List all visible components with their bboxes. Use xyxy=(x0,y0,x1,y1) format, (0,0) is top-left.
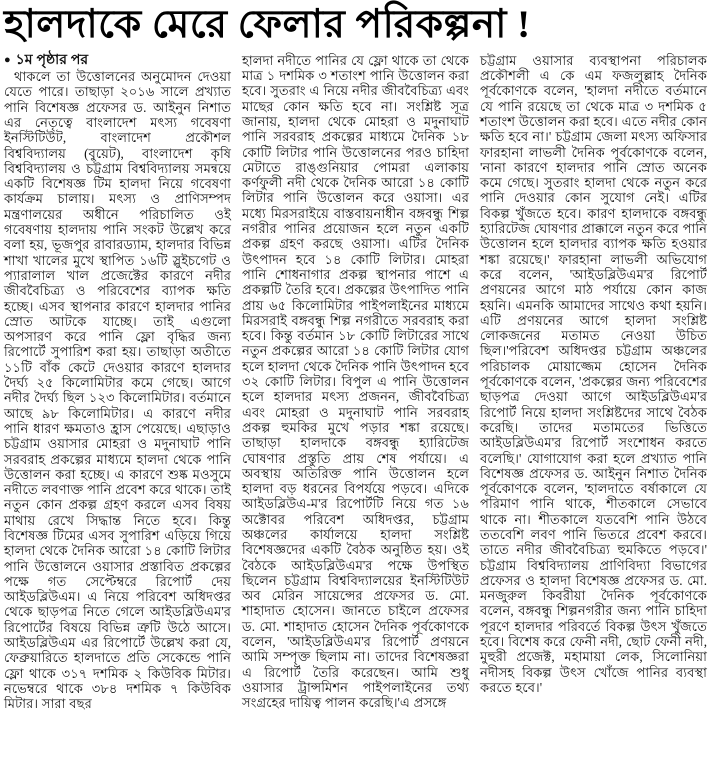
continuation-marker xyxy=(4,53,231,68)
article-column-1 xyxy=(4,53,231,712)
column-2-text: হালদা নদীতে পানির যে ফ্লো থাকে তা থেকে মাত্র ১ দশমিক ৩ শতাংশ পানি উত্তোলন করা হবে। সুতরাং এ নিয়ে নদীর জীববৈচিত্র্য এবং মাছের কোন ক্ষতি হবে না। সংশ্লিষ্ট সূত্র জানায়, হালদা থেকে মোহরা ও মদুনাঘাট পানি সরবরাহ প্রকল্পের মাধ্যমে দৈনিক ১৮ কোটি লিটার পানি উত্তোলনের পরও চাহিদা মেটাতে রাঙ্গুনিয়ার পোমরা এলাকায় কর্ণফুলী নদী থেকে দৈনিক আরো ১৪ কোটি লিটার পানি উত্তোলন করে ওয়াসা। এর মধ্যে মিরসরাইয়ে বাস্তবায়নাধীন বঙ্গবন্ধু শিল্প নগরীর পানির প্রয়োজন হলে নতুন একটি প্রকল্প গ্রহণ করছে ওয়াসা। এটির দৈনিক উৎপাদন হবে ১৪ কোটি লিটার। মোহরা পানি শোধনাগার প্রকল্প স্থাপনার পাশে এ প্রকল্পটি তৈরি হবে। প্রকল্পের উৎপাদিত পানি প্রায় ৬৫ কিলোমিটার পাইপলাইনের মাধ্যমে মিরসরাই বঙ্গবন্ধু শিল্প নগরীতে সরবরাহ করা হবে। কিন্তু বর্তমান ১৮ কোটি লিটারের সাথে নতুন প্রকল্পের আরো ১৪ কোটি লিটার যোগ হলে হালদা থেকে দৈনিক পানি উৎপাদন হবে ৩২ কোটি লিটার। বিপুল এ পানি উত্তোলন হলে হালদার মৎস্য প্রজনন, জীববৈচিত্র্য এবং মোহরা ও মদুনাঘাট পানি সরবরাহ প্রকল্প হুমকির মুখে পড়ার শঙ্কা রয়েছে। তাছাড়া হালদাকে বঙ্গবন্ধু হ্যারিটেজ ঘোষণার প্রস্তুতি প্রায় শেষ পর্যায়ে। এ অবস্থায় অতিরিক্ত পানি উত্তোলন হলে হালদা বড় ধরনের বিপর্যয়ে পড়বে। এদিকে আইডব্লিউএ-ম'র রিপোর্টটি নিয়ে গত ১৬ অক্টোবর পরিবেশ অধিদপ্তর, চট্টগ্রাম অঞ্চলের কার্যালয়ে হালদা সংশ্লিষ্ট বিশেষজ্ঞদের একটি বৈঠক অনুষ্ঠিত হয়। ওই বৈঠকে আইডব্লিউএম'র পক্ষে উপস্থিত ছিলেন চট্টগ্রাম বিশ্ববিদ্যালয়ের ইনস্টিটিউট অব মেরিন সায়েন্সের প্রফেসর ড. মো. শাহাদাত হোসেন। জানতে চাইলে প্রফেসর ড. মো. শাহাদাত হোসেন দৈনিক পূর্বকোণকে বলেন, 'আইডব্লিউএম'র রিপোর্ট প্রণয়নে আমি সম্পৃক্ত ছিলাম না। তাদের বিশেষজ্ঞরা এ রিপোর্ট তৈরি করেছেন। আমি শুধু ওয়াসার ট্রান্সমিশন পাইপলাইনের তথ্য সংগ্রহের দায়িত্ব পালন করেছি।'এ প্রসঙ্গে xyxy=(242,52,469,711)
article-column-3 xyxy=(480,53,707,695)
continuation-label: ১ম পৃষ্ঠার পর xyxy=(15,52,89,68)
article-headline: হালদাকে মেরে ফেলার পরিকল্পনা ! xyxy=(4,3,531,46)
column-3-text: চট্টগ্রাম ওয়াসার ব্যবস্থাপনা পরিচালক প্রকৌশলী এ কে এম ফজলুল্লাহ দৈনিক পূর্বকোণকে বলেন, 'হালদা নদীতে বর্তমানে যে পানি রয়েছে তা থেকে মাত্র ৩ দশমিক ৫ শতাংশ উত্তোলন করা হবে। এতে নদীর কোন ক্ষতি হবে না।' চট্টগ্রাম জেলা মৎস্য অফিসার ফারহানা লাভলী দৈনিক পূর্বকোণকে বলেন, 'নানা কারণে হালদার পানি স্রোত অনেক কমে গেছে। সুতরাং হালদা থেকে নতুন করে পানি দেওয়ার কোন সুযোগ নেই। এটির বিকল্প খুঁজতে হবে। কারণ হালদাকে বঙ্গবন্ধু হ্যারিটেজ ঘোষণার প্রাক্কালে নতুন করে পানি উত্তোলন হলে হালদার ব্যাপক ক্ষতি হওয়ার শঙ্কা রয়েছে।' ফারহানা লাভলী অভিযোগ করে বলেন, 'আইডব্লিউএম'র রিপোর্ট প্রণয়নের আগে মাঠ পর্যায়ে কোন কাজ হয়নি। এমনকি আমাদের সাথেও কথা হয়নি। এটি প্রণয়নের আগে হালদা সংশ্লিষ্ট লোকজনের মতামত নেওয়া উচিত ছিল।'পরিবেশ অধিদপ্তর চট্টগ্রাম অঞ্চলের পরিচালক মোয়াজ্জেম হোসেন দৈনিক পূর্বকোণকে বলেন, 'প্রকল্পের জন্য পরিবেশের ছাড়পত্র দেওয়া আগে আইডব্লিউএম'র রিপোর্ট নিয়ে হালদা সংশ্লিষ্টদের সাথে বৈঠক করেছি। তাদের মতামতের ভিত্তিতে আইডব্লিউএম'র রিপোর্ট সংশোধন করতে বলেছি।' যোগাযোগ করা হলে প্রখ্যাত পানি বিশেষজ্ঞ প্রফেসর ড. আইনুন নিশাত দৈনিক পূর্বকোণকে বলেন, 'হালদাতে বর্ষাকালে যে পরিমাণ পানি থাকে, শীতকালে সেভাবে থাকে না। শীতকালে যতবেশি পানি উঠবে ততবেশি লবণ পানি ভিতরে প্রবেশ করবে। তাতে নদীর জীববৈচিত্র্য হুমকিতে পড়বে।' চট্টগ্রাম বিশ্ববিদ্যালয় প্রাণিবিদ্যা বিভাগের প্রফেসর ও হালদা বিশেষজ্ঞ প্রফেসর ড. মো. মনজুরুল কিবরীয়া দৈনিক পূর্বকোণকে বলেন, বঙ্গবন্ধু শিল্পনগরীর জন্য পানি চাহিদা পূরণে হালদার পরিবর্তে বিকল্প উৎস খুঁজতে হবে। বিশেষ করে ফেনী নদী, ছোট ফেনী নদী, মুহুরী প্রজেক্ট, মহামায়া লেক, সিলোনিয়া নদীসহ বিকল্প উৎস খোঁজে পানির ব্যবস্থা করতে হবে।' xyxy=(480,52,707,695)
article-column-2 xyxy=(242,53,469,711)
bullet-icon: ● xyxy=(4,53,11,66)
article-columns xyxy=(4,53,710,712)
column-1-text: থাকলে তা উত্তোলনের অনুমোদন দেওয়া যেতে পারে। তাছাড়া ২০১৬ সালে প্রখ্যাত পানি বিশেষজ্ঞ প্রফেসর ড. আইনুন নিশাত এর নেতৃত্বে বাংলাদেশ মৎস্য গবেষণা ইনস্টিটিউট, বাংলাদেশ প্রকৌশল বিশ্ববিদ্যালয় (বুয়েট), বাংলাদেশ কৃষি বিশ্ববিদ্যালয় ও চট্টগ্রাম বিশ্ববিদ্যালয় সমন্বয়ে একটি বিশেষজ্ঞ টিম হালদা নিয়ে গবেষণা কার্যক্রম চালায়। মৎস্য ও প্রাণিসম্পদ মন্ত্রণালয়ের অধীনে পরিচালিত ওই গবেষণায় হালদায় পানি সংকট উল্লেখ করে বলা হয়, ভূজপুর রাবারড্যাম, হালদার বিভিন্ন শাখা খালের মুখে স্থাপিত ১৬টি স্লুইচগেট ও প্যারালাল খাল প্রজেক্টের কারণে নদীর জীববৈচিত্র্য ও পরিবেশের ব্যাপক ক্ষতি হচ্ছে। এসব স্থাপনার কারণে হালদার পানির স্রোত আটকে যাচ্ছে। তাই এগুলো অপসারণ করে পানি ফ্লো বৃদ্ধির জন্য রিপোর্টে সুপারিশ করা হয়। তাছাড়া অতীতে ১১টি বাঁক কেটে দেওয়ার কারণে হালদার দৈর্ঘ্য ২৫ কিলোমিটার কমে গেছে। আগে নদীর দৈর্ঘ্য ছিল ১২৩ কিলোমিটার। বর্তমানে আছে ৯৮ কিলোমিটার। এ কারণে নদীর পানি ধারণ ক্ষমতাও হ্রাস পেয়েছে। এছাড়াও চট্টগ্রাম ওয়াসার মোহরা ও মদুনাঘাট পানি সরবরাহ প্রকল্পের মাধ্যমে হালদা থেকে পানি উত্তোলন করা হচ্ছে। এ কারণে শুষ্ক মওসুমে নদীতে লবণাক্ত পানি প্রবেশ করে থাকে। তাই নতুন কোন প্রকল্প গ্রহণ করলে এসব বিষয় মাথায় রেখে সিদ্ধান্ত নিতে হবে। কিন্তু বিশেষজ্ঞ টিমের এসব সুপারিশ এড়িয়ে গিয়ে হালদা থেকে দৈনিক আরো ১৪ কোটি লিটার পানি উত্তোলনে ওয়াসার প্রস্তাবিত প্রকল্পের পক্ষে গত সেপ্টেম্বরে রিপোর্ট দেয় আইডব্লিউএম। এ নিয়ে পরিবেশ অধিদপ্তর থেকে ছাড়পত্র নিতে গেলে আইডব্লিউএম'র রিপোর্টের বিষয়ে বিভিন্ন ত্রুটি উঠে আসে। আইডব্লিউএম এর রিপোর্টে উল্লেখ করা যে, ফেব্রুয়ারিতে হালদাতে প্রতি সেকেন্ডে পানি ফ্লো থাকে ৩১৭ দশমিক ২ কিউবিক মিটার। নভেম্বরে থাকে ৩৮৪ দশমিক ৭ কিউবিক মিটার। সারা বছর xyxy=(4,69,231,712)
